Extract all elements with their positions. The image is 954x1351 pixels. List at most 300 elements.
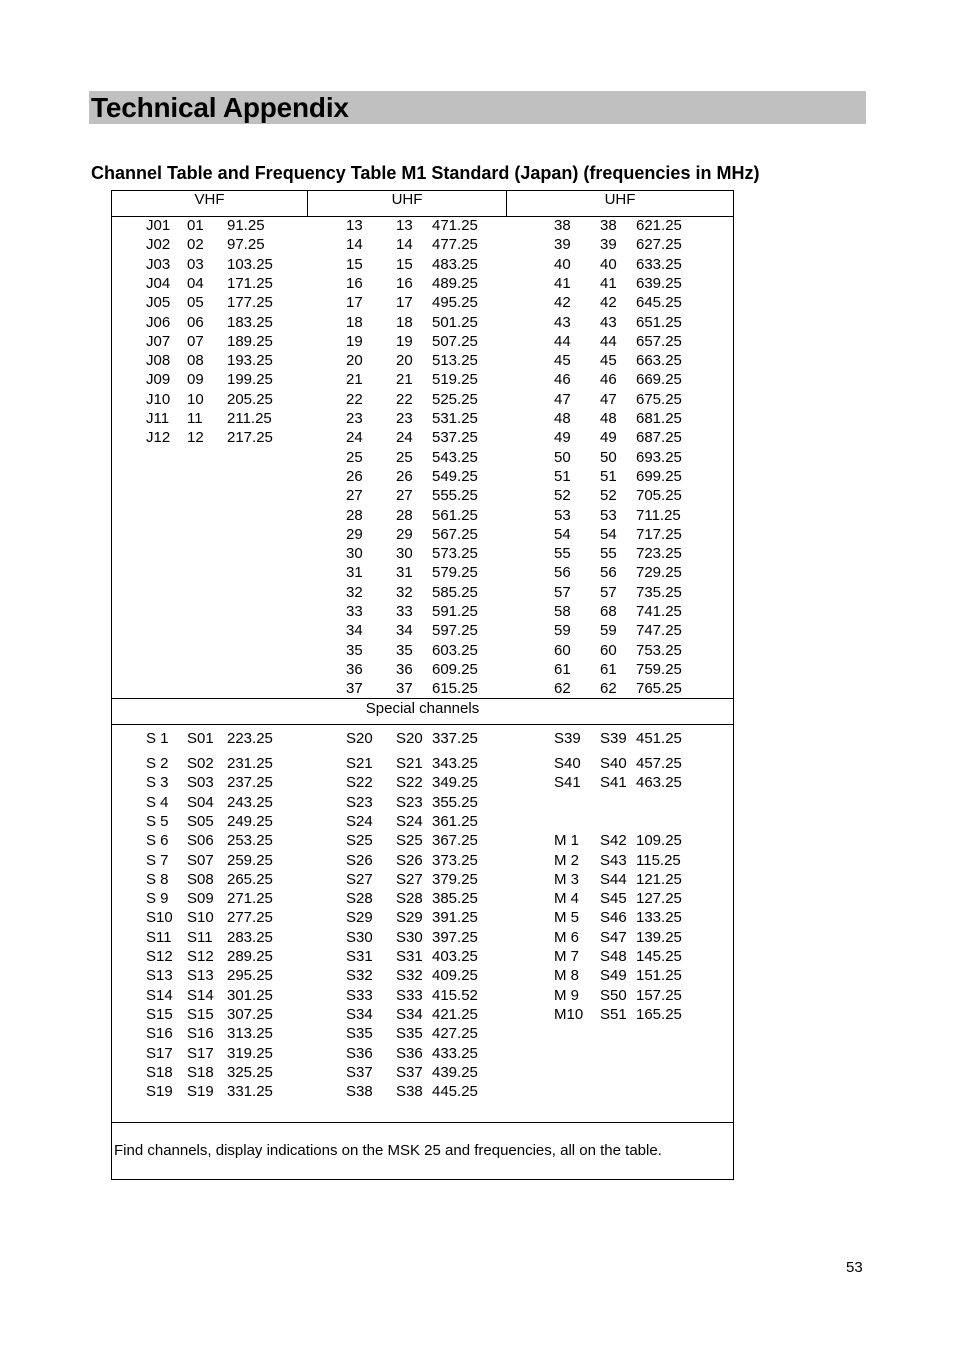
main-col3-cell: 729.25 [636, 564, 682, 582]
special-col1-cell: 243.25 [227, 793, 273, 811]
main-col1-cell: 05 [187, 294, 204, 312]
special-col3-cell: S43 [600, 851, 627, 869]
main-col2-cell: 525.25 [432, 390, 478, 408]
main-col1-cell: 217.25 [227, 429, 273, 447]
special-col2-cell: 421.25 [432, 1005, 478, 1023]
main-col2-cell: 519.25 [432, 371, 478, 389]
main-col3-cell: 723.25 [636, 545, 682, 563]
special-col2-cell: S35 [346, 1025, 373, 1043]
main-col1-cell: 10 [187, 390, 204, 408]
main-col2-cell: 23 [346, 410, 363, 427]
main-col2-cell: 17 [346, 294, 363, 312]
main-col2-cell: 27 [396, 487, 413, 505]
special-col3-cell: M 9 [554, 986, 580, 1004]
special-col3-cell: 127.25 [636, 890, 682, 908]
main-col3-cell: 56 [554, 564, 571, 582]
main-col3-cell: 58 [554, 603, 571, 620]
main-col1-cell: 189.25 [227, 332, 273, 350]
main-col2-cell: 14 [396, 236, 413, 254]
main-col3-cell: 753.25 [636, 641, 682, 659]
special-col2-cell: 355.25 [432, 793, 478, 811]
main-col2-cell: 573.25 [432, 545, 478, 563]
header-uhf-1: UHF [391, 191, 423, 208]
special-col3-cell: S41 [600, 774, 627, 792]
main-col2-cell: 27 [346, 487, 363, 505]
main-col1-cell: 02 [187, 236, 204, 254]
special-col2-cell: S31 [346, 948, 373, 965]
main-col2-cell: 32 [396, 583, 413, 601]
special-col1-cell: 277.25 [227, 909, 273, 927]
main-col3-cell: 651.25 [636, 313, 682, 331]
main-col1-cell: 211.25 [227, 410, 272, 427]
main-col2-cell: 20 [346, 352, 363, 370]
main-col2-cell: 29 [346, 525, 363, 543]
special-col2-cell: 409.25 [432, 967, 478, 985]
special-col3-cell: S45 [600, 890, 627, 908]
special-col2-cell: 373.25 [432, 851, 478, 869]
special-col1-cell: S 5 [146, 812, 169, 830]
special-col2-cell: S27 [346, 870, 373, 888]
main-col2-cell: 14 [346, 236, 363, 254]
main-col2-cell: 25 [396, 448, 413, 466]
special-col2-cell: S37 [396, 1063, 423, 1081]
main-col3-cell: 765.25 [636, 680, 682, 698]
special-col3-cell: 451.25 [636, 730, 682, 747]
special-col3-cell: 133.25 [636, 909, 682, 927]
special-bottom-divider [112, 724, 733, 725]
main-col3-cell: 51 [600, 467, 617, 485]
main-col3-cell: 45 [554, 352, 571, 370]
special-col3-cell: 109.25 [636, 832, 682, 850]
special-col3-cell: 115.25 [636, 851, 681, 869]
main-col2-cell: 567.25 [432, 525, 478, 543]
main-col1-cell: 12 [187, 429, 204, 447]
special-col1-cell: S15 [146, 1005, 173, 1023]
special-col2-cell: S28 [346, 890, 373, 908]
special-col1-cell: 223.25 [227, 730, 273, 747]
special-col1-cell: S16 [187, 1025, 214, 1043]
main-col1-cell: 199.25 [227, 371, 273, 389]
special-col1-cell: S02 [187, 755, 214, 772]
special-col2-cell: 361.25 [432, 812, 478, 830]
special-col1-cell: S01 [187, 730, 214, 747]
special-col1-cell: 283.25 [227, 928, 273, 946]
special-col1-cell: 271.25 [227, 890, 273, 908]
main-col3-cell: 55 [600, 545, 617, 563]
main-col3-cell: 639.25 [636, 274, 682, 292]
special-col1-cell: S15 [187, 1005, 214, 1023]
main-col3-cell: 61 [554, 660, 571, 678]
special-col2-cell: 391.25 [432, 909, 478, 927]
special-col2-cell: S26 [346, 851, 373, 869]
main-col2-cell: 31 [346, 564, 363, 582]
special-col1-cell: S06 [187, 832, 214, 850]
special-col2-cell: S31 [396, 948, 423, 965]
main-col3-cell: 41 [554, 274, 571, 292]
title-bar [89, 91, 866, 124]
main-col3-cell: 57 [554, 583, 571, 601]
main-col3-cell: 741.25 [636, 603, 682, 620]
main-col2-cell: 24 [396, 429, 413, 447]
special-col2-cell: S24 [396, 812, 423, 830]
main-col2-cell: 585.25 [432, 583, 478, 601]
main-col1-cell: 07 [187, 332, 204, 350]
main-col3-cell: 47 [554, 390, 571, 408]
main-col2-cell: 23 [396, 410, 413, 427]
special-col1-cell: S13 [146, 967, 173, 985]
main-col2-cell: 591.25 [432, 603, 478, 620]
main-col3-cell: 62 [600, 680, 617, 698]
main-col1-cell: 09 [187, 371, 204, 389]
special-col2-cell: S34 [346, 1005, 373, 1023]
special-col3-cell: S48 [600, 948, 627, 965]
special-col3-cell: M 4 [554, 890, 580, 908]
main-col3-cell: 49 [554, 429, 571, 447]
special-col3-cell: M 2 [554, 851, 580, 869]
page-title: Technical Appendix [91, 92, 349, 123]
special-col1-cell: S19 [187, 1083, 214, 1101]
note-divider [112, 1122, 733, 1123]
special-col3-cell: 457.25 [636, 755, 682, 772]
main-col2-cell: 609.25 [432, 660, 478, 678]
main-col2-cell: 16 [346, 274, 363, 292]
main-col2-cell: 19 [396, 332, 413, 350]
special-col2-cell: S29 [346, 909, 373, 927]
special-col3-cell: S40 [600, 755, 627, 772]
main-col1-cell: 04 [187, 274, 204, 292]
main-col3-cell: 46 [600, 371, 617, 389]
main-col2-cell: 28 [346, 506, 363, 524]
special-col1-cell: S07 [187, 851, 214, 869]
special-col1-cell: S 3 [146, 774, 169, 792]
main-col2-cell: 489.25 [432, 274, 478, 292]
main-col3-cell: 61 [600, 660, 617, 678]
main-col2-cell: 471.25 [432, 217, 478, 234]
main-col1-cell: 177.25 [227, 294, 273, 312]
main-col3-cell: 699.25 [636, 467, 682, 485]
special-col1-cell: S10 [187, 909, 214, 927]
special-col1-cell: S 8 [146, 870, 169, 888]
main-col2-cell: 32 [346, 583, 363, 601]
special-col3-cell: M10 [554, 1005, 584, 1023]
main-col3-cell: 60 [554, 641, 571, 659]
special-col1-cell: 237.25 [227, 774, 273, 792]
special-col2-cell: 403.25 [432, 948, 478, 965]
main-col2-cell: 477.25 [432, 236, 478, 254]
main-col3-cell: 657.25 [636, 332, 682, 350]
main-col3-cell: 50 [554, 448, 571, 466]
special-col3-cell: M 3 [554, 870, 580, 888]
main-col3-cell: 42 [600, 294, 617, 312]
main-col3-cell: 633.25 [636, 255, 682, 273]
special-col2-cell: S38 [396, 1083, 423, 1101]
main-col3-cell: 675.25 [636, 390, 682, 408]
main-col3-cell: 47 [600, 390, 617, 408]
main-col2-cell: 15 [346, 255, 363, 273]
special-col2-cell: S24 [346, 812, 373, 830]
special-col3-cell: 157.25 [636, 986, 682, 1004]
special-col2-cell: S38 [346, 1083, 373, 1101]
main-col2-cell: 24 [346, 429, 363, 447]
main-col3-cell: 68 [600, 603, 617, 620]
special-col1-cell: S14 [187, 986, 214, 1004]
special-col3-cell: 121.25 [636, 870, 682, 888]
special-col2-cell: S36 [396, 1044, 423, 1062]
special-col1-cell: 295.25 [227, 967, 273, 985]
special-col1-cell: S12 [187, 948, 214, 965]
special-col2-cell: S32 [396, 967, 423, 985]
special-col2-cell: S29 [396, 909, 423, 927]
main-col3-cell: 43 [554, 313, 571, 331]
main-col3-cell: 645.25 [636, 294, 682, 312]
main-col2-cell: 36 [346, 660, 363, 678]
special-col1-cell: S 2 [146, 755, 169, 772]
main-col3-cell: 42 [554, 294, 571, 312]
special-col1-cell: 313.25 [227, 1025, 273, 1043]
main-col3-cell: 681.25 [636, 410, 682, 427]
special-col2-cell: S23 [396, 793, 423, 811]
special-col1-cell: 319.25 [227, 1044, 273, 1062]
main-col2-cell: 579.25 [432, 564, 478, 582]
main-col2-cell: 34 [346, 622, 363, 640]
special-col3-cell: S51 [600, 1005, 627, 1023]
main-col3-cell: 735.25 [636, 583, 682, 601]
page-number: 53 [846, 1259, 863, 1276]
main-col3-cell: 49 [600, 429, 617, 447]
special-col1-cell: S11 [187, 928, 213, 946]
main-col2-cell: 21 [346, 371, 363, 389]
main-col1-cell: 11 [187, 410, 203, 427]
main-col2-cell: 22 [346, 390, 363, 408]
main-col3-cell: 57 [600, 583, 617, 601]
main-col1-cell: J03 [146, 255, 171, 273]
special-col1-cell: 301.25 [227, 986, 273, 1004]
main-col3-cell: 52 [600, 487, 617, 505]
main-col2-cell: 31 [396, 564, 413, 582]
special-col2-cell: 439.25 [432, 1063, 478, 1081]
special-col2-cell: 415.52 [432, 986, 478, 1004]
main-col2-cell: 22 [396, 390, 413, 408]
special-col2-cell: S33 [396, 986, 423, 1004]
main-col3-cell: 59 [600, 622, 617, 640]
main-col1-cell: 183.25 [227, 313, 273, 331]
special-col3-cell: M 8 [554, 967, 580, 985]
special-col2-cell: 379.25 [432, 870, 478, 888]
main-col3-cell: 53 [554, 506, 571, 524]
special-col2-cell: S22 [396, 774, 423, 792]
main-col2-cell: 13 [346, 217, 363, 234]
special-col1-cell: S 6 [146, 832, 169, 850]
special-col1-cell: S19 [146, 1083, 173, 1101]
special-col2-cell: S21 [396, 755, 423, 772]
main-col3-cell: 56 [600, 564, 617, 582]
special-col1-cell: S 9 [146, 890, 169, 908]
main-col1-cell: 91.25 [227, 217, 265, 234]
special-col2-cell: S20 [346, 730, 373, 747]
main-col1-cell: 01 [187, 217, 204, 234]
special-col3-cell: S50 [600, 986, 627, 1004]
special-col1-cell: 307.25 [227, 1005, 273, 1023]
special-col1-cell: S03 [187, 774, 214, 792]
main-col3-cell: 50 [600, 448, 617, 466]
main-col3-cell: 705.25 [636, 487, 682, 505]
special-col2-cell: 337.25 [432, 730, 478, 747]
special-col1-cell: 231.25 [227, 755, 273, 772]
special-col2-cell: 367.25 [432, 832, 478, 850]
special-col2-cell: 385.25 [432, 890, 478, 908]
special-col3-cell: S42 [600, 832, 627, 850]
main-col3-cell: 759.25 [636, 660, 682, 678]
main-col1-cell: J01 [146, 217, 171, 234]
table-subtitle: Channel Table and Frequency Table M1 Standard (Japan) (frequencies in MHz) [91, 163, 760, 183]
main-col3-cell: 663.25 [636, 352, 682, 370]
main-col3-cell: 693.25 [636, 448, 682, 466]
main-col3-cell: 54 [600, 525, 617, 543]
special-col3-cell: M 1 [554, 832, 580, 850]
main-col2-cell: 20 [396, 352, 413, 370]
main-col1-cell: 205.25 [227, 390, 273, 408]
main-col2-cell: 18 [346, 313, 363, 331]
main-col2-cell: 531.25 [432, 410, 478, 427]
special-col2-cell: S25 [346, 832, 373, 850]
special-col1-cell: 253.25 [227, 832, 273, 850]
special-col3-cell: 151.25 [636, 967, 682, 985]
special-col1-cell: 289.25 [227, 948, 273, 965]
special-col1-cell: S14 [146, 986, 173, 1004]
special-col3-cell: S44 [600, 870, 627, 888]
special-col3-cell: S41 [554, 774, 581, 792]
main-col2-cell: 13 [396, 217, 413, 234]
special-col2-cell: S28 [396, 890, 423, 908]
special-col3-cell: S46 [600, 909, 627, 927]
main-col1-cell: 171.25 [227, 274, 273, 292]
main-col2-cell: 501.25 [432, 313, 478, 331]
main-col3-cell: 52 [554, 487, 571, 505]
main-col2-cell: 34 [396, 622, 413, 640]
special-col1-cell: S05 [187, 812, 214, 830]
main-col2-cell: 33 [396, 603, 413, 620]
special-col3-cell: 139.25 [636, 928, 682, 946]
special-col1-cell: S16 [146, 1025, 173, 1043]
main-col1-cell: J09 [146, 371, 171, 389]
special-col1-cell: S10 [146, 909, 173, 927]
main-col3-cell: 717.25 [636, 525, 682, 543]
main-col3-cell: 39 [554, 236, 571, 254]
main-col3-cell: 46 [554, 371, 571, 389]
main-col2-cell: 26 [346, 467, 363, 485]
special-col2-cell: S20 [396, 730, 423, 747]
main-col3-cell: 40 [600, 255, 617, 273]
main-col3-cell: 44 [554, 332, 571, 350]
main-col2-cell: 543.25 [432, 448, 478, 466]
special-col2-cell: S30 [346, 928, 373, 946]
special-col1-cell: S08 [187, 870, 214, 888]
main-col3-cell: 669.25 [636, 371, 682, 389]
special-col1-cell: S17 [187, 1044, 214, 1062]
special-col2-cell: S30 [396, 928, 423, 946]
main-col2-cell: 615.25 [432, 680, 478, 698]
main-col1-cell: 103.25 [227, 255, 273, 273]
special-col3-cell: S39 [554, 730, 581, 747]
special-col2-cell: 343.25 [432, 755, 478, 772]
main-col1-cell: J10 [146, 390, 171, 408]
main-col1-cell: J08 [146, 352, 171, 370]
main-col2-cell: 30 [346, 545, 363, 563]
main-col2-cell: 26 [396, 467, 413, 485]
special-col1-cell: S11 [146, 928, 172, 946]
special-col1-cell: S12 [146, 948, 173, 965]
main-col2-cell: 33 [346, 603, 363, 620]
main-col2-cell: 16 [396, 274, 413, 292]
main-col2-cell: 37 [396, 680, 413, 698]
main-col2-cell: 513.25 [432, 352, 478, 370]
main-col2-cell: 30 [396, 545, 413, 563]
special-col1-cell: 259.25 [227, 851, 273, 869]
special-col1-cell: S09 [187, 890, 214, 908]
special-col2-cell: S21 [346, 755, 373, 772]
main-col3-cell: 627.25 [636, 236, 682, 254]
special-col2-cell: 397.25 [432, 928, 478, 946]
main-col3-cell: 43 [600, 313, 617, 331]
main-col2-cell: 35 [396, 641, 413, 659]
special-col2-cell: 433.25 [432, 1044, 478, 1062]
special-col1-cell: S 7 [146, 851, 169, 869]
main-col2-cell: 549.25 [432, 467, 478, 485]
main-col1-cell: J07 [146, 332, 171, 350]
special-col3-cell: 165.25 [636, 1005, 682, 1023]
special-col3-cell: S39 [600, 730, 627, 747]
special-col3-cell: M 7 [554, 948, 580, 965]
special-col2-cell: 427.25 [432, 1025, 478, 1043]
main-col3-cell: 55 [554, 545, 571, 563]
main-col2-cell: 597.25 [432, 622, 478, 640]
main-col3-cell: 41 [600, 274, 617, 292]
table-note: Find channels, display indications on the MSK 25 and frequencies, all on the table. [114, 1142, 662, 1159]
main-col1-cell: J06 [146, 313, 171, 331]
main-col3-cell: 51 [554, 467, 571, 485]
special-col2-cell: S32 [346, 967, 373, 985]
main-col3-cell: 711.25 [636, 506, 681, 524]
special-col3-cell: M 6 [554, 928, 580, 946]
special-col1-cell: S17 [146, 1044, 173, 1062]
main-col2-cell: 36 [396, 660, 413, 678]
main-col1-cell: J04 [146, 274, 171, 292]
special-col2-cell: S27 [396, 870, 423, 888]
main-col2-cell: 29 [396, 525, 413, 543]
main-col2-cell: 25 [346, 448, 363, 466]
special-col3-cell: S47 [600, 928, 627, 946]
main-col2-cell: 555.25 [432, 487, 478, 505]
main-col3-cell: 38 [554, 217, 571, 234]
special-col2-cell: S35 [396, 1025, 423, 1043]
special-col1-cell: S18 [146, 1063, 173, 1081]
main-col1-cell: 03 [187, 255, 204, 273]
special-col3-cell: S49 [600, 967, 627, 985]
main-col2-cell: 18 [396, 313, 413, 331]
main-col3-cell: 62 [554, 680, 571, 698]
special-col1-cell: 325.25 [227, 1063, 273, 1081]
channel-frequency-table [111, 190, 734, 1180]
main-col3-cell: 44 [600, 332, 617, 350]
main-col3-cell: 59 [554, 622, 571, 640]
special-col1-cell: 265.25 [227, 870, 273, 888]
special-col2-cell: 445.25 [432, 1083, 478, 1101]
main-col1-cell: 193.25 [227, 352, 273, 370]
main-col2-cell: 15 [396, 255, 413, 273]
main-col1-cell: 08 [187, 352, 204, 370]
special-col1-cell: S 4 [146, 793, 169, 811]
main-col2-cell: 603.25 [432, 641, 478, 659]
